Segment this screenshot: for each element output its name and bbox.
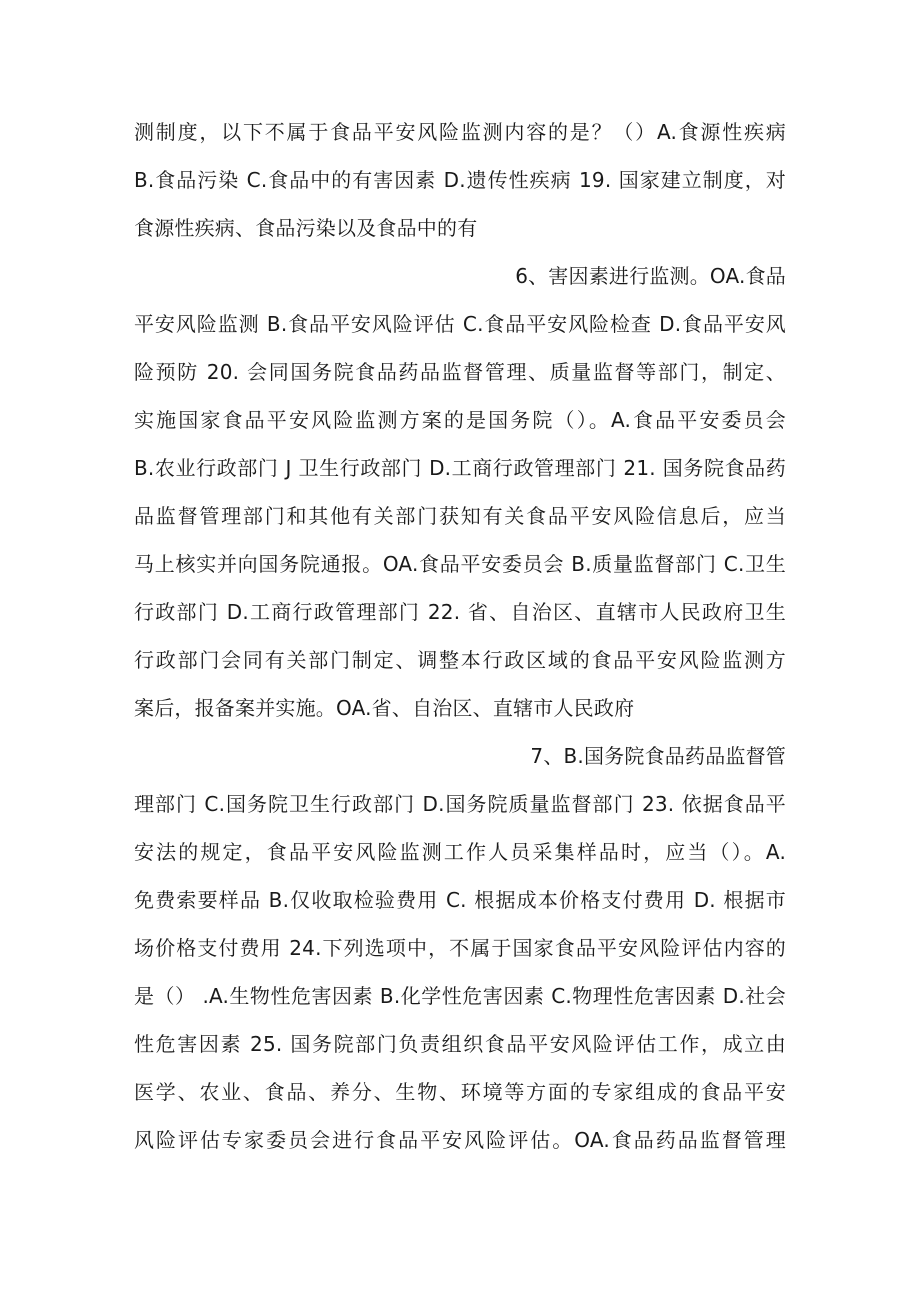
text-line: 理部门 C.国务院卫生行政部门 D.国务院质量监督部门 23. 依据食品平 (134, 792, 786, 816)
text-line: 6、害因素进行监测。OA.食品 (515, 264, 786, 288)
text-line: 测制度，以下不属于食品平安风险监测内容的是？（）A.食源性疾病 (134, 120, 786, 144)
text-line: 马上核实并向国务院通报。OA.食品平安委员会 B.质量监督部门 C.卫生 (134, 552, 786, 576)
text-line: 场价格支付费用 24.下列选项中，不属于国家食品平安风险评估内容的 (134, 936, 786, 960)
text-line: 性危害因素 25. 国务院部门负责组织食品平安风险评估工作，成立由 (134, 1032, 786, 1056)
text-line: 食源性疾病、食品污染以及食品中的有 (134, 216, 478, 240)
text-line: 行政部门会同有关部门制定、调整本行政区域的食品平安风险监测方 (134, 648, 786, 672)
text-line: 7、B.国务院食品药品监督管 (530, 744, 786, 768)
text-line: 案后，报备案并实施。OA.省、自治区、直辖市人民政府 (134, 696, 635, 720)
text-line: 平安风险监测 B.食品平安风险评估 C.食品平安风险检查 D.食品平安风 (134, 312, 786, 336)
text-line: 免费索要样品 B.仅收取检验费用 C. 根据成本价格支付费用 D. 根据市 (134, 888, 786, 912)
text-line: B.农业行政部门 J 卫生行政部门 D.工商行政管理部门 21. 国务院食品药 (134, 456, 786, 480)
text-line: 是（） .A.生物性危害因素 B.化学性危害因素 C.物理性危害因素 D.社会 (134, 984, 786, 1008)
text-line: 安法的规定，食品平安风险监测工作人员采集样品时，应当（）。A. (134, 840, 786, 864)
text-line: 品监督管理部门和其他有关部门获知有关食品平安风险信息后，应当 (134, 504, 786, 528)
text-line: 实施国家食品平安风险监测方案的是国务院（）。A.食品平安委员会 (134, 408, 786, 432)
text-line: B.食品污染 C.食品中的有害因素 D.遗传性疾病 19. 国家建立制度，对 (134, 168, 786, 192)
text-line: 医学、农业、食品、养分、生物、环境等方面的专家组成的食品平安 (134, 1080, 786, 1104)
text-line: 险预防 20. 会同国务院食品药品监督管理、质量监督等部门，制定、 (134, 360, 786, 384)
text-line: 风险评估专家委员会进行食品平安风险评估。OA.食品药品监督管理 (134, 1128, 786, 1152)
text-line: 行政部门 D.工商行政管理部门 22. 省、自治区、直辖市人民政府卫生 (134, 600, 786, 624)
